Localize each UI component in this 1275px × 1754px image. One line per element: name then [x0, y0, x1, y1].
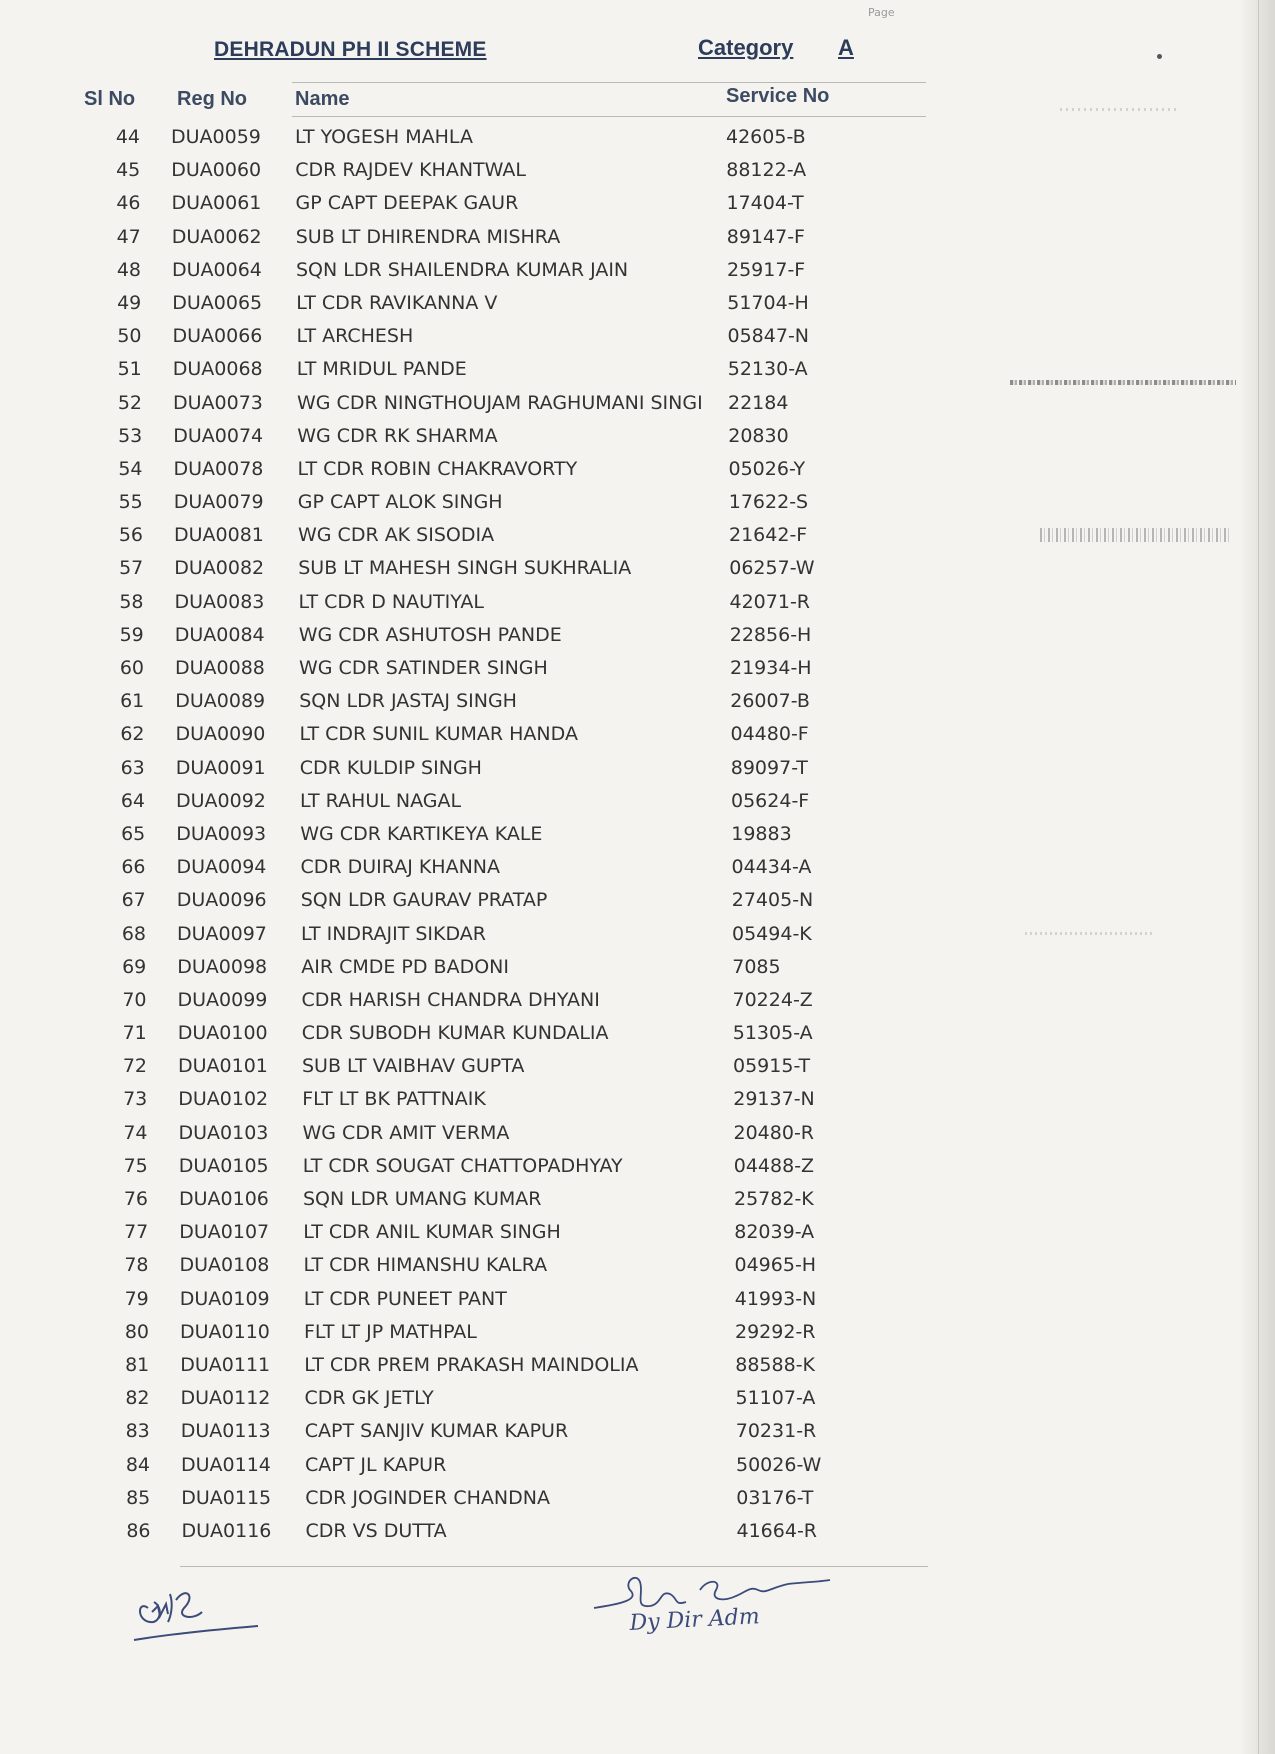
cell-name: SQN LDR UMANG KUMAR	[303, 1188, 542, 1210]
cell-name: SUB LT MAHESH SINGH SUKHRALIA	[298, 557, 632, 580]
scan-artifact	[1010, 380, 1236, 385]
cell-sl-no: 74	[123, 1121, 148, 1144]
cell-service-no: 05026-Y	[728, 457, 806, 480]
cell-sl-no: 44	[115, 126, 140, 148]
cell-reg-no: DUA0073	[173, 391, 263, 414]
table-row	[0, 358, 960, 391]
cell-reg-no: DUA0102	[178, 1088, 269, 1111]
cell-sl-no: 60	[119, 657, 144, 679]
cell-service-no: 82039-A	[734, 1221, 815, 1244]
cell-service-no: 29292-R	[735, 1320, 816, 1343]
cell-service-no: 04480-F	[730, 723, 809, 746]
cell-name: LT ARCHESH	[296, 325, 414, 348]
cell-name: SQN LDR SHAILENDRA KUMAR JAIN	[296, 258, 629, 281]
cell-name: LT CDR SOUGAT CHATTOPADHYAY	[302, 1154, 623, 1177]
cell-reg-no: DUA0108	[179, 1254, 270, 1277]
table-row	[0, 524, 960, 557]
cell-reg-no: DUA0062	[171, 225, 262, 248]
cell-sl-no: 81	[125, 1353, 150, 1376]
cell-name: SUB LT VAIBHAV GUPTA	[302, 1055, 525, 1078]
cell-reg-no: DUA0113	[180, 1420, 271, 1443]
cell-name: CDR SUBODH KUMAR KUNDALIA	[301, 1022, 609, 1045]
cell-name: LT INDRAJIT SIKDAR	[301, 922, 486, 945]
cell-sl-no: 55	[118, 491, 143, 514]
table-row	[0, 1055, 960, 1088]
header-top-rule	[292, 82, 926, 83]
cell-service-no: 26007-B	[730, 690, 810, 713]
cell-service-no: 05624-F	[731, 789, 810, 812]
header-bottom-rule	[292, 116, 926, 117]
cell-service-no: 20830	[728, 424, 789, 447]
officer-signature	[590, 1560, 850, 1640]
cell-reg-no: DUA0091	[175, 756, 266, 779]
cell-service-no: 17404-T	[726, 192, 804, 215]
cell-reg-no: DUA0083	[174, 590, 265, 613]
cell-service-no: 05847-N	[727, 325, 810, 348]
table-row	[0, 192, 960, 225]
scan-artifact	[1040, 528, 1230, 542]
cell-name: LT CDR D NAUTIYAL	[298, 590, 484, 613]
cell-service-no: 25917-F	[727, 258, 806, 281]
cell-service-no: 7085	[732, 955, 781, 978]
cell-service-no: 70224-Z	[732, 988, 813, 1011]
cell-name: WG CDR AMIT VERMA	[302, 1121, 510, 1144]
cell-reg-no: DUA0097	[177, 922, 267, 945]
cell-name: LT YOGESH MAHLA	[295, 126, 473, 148]
cell-name: LT CDR PREM PRAKASH MAINDOLIA	[304, 1353, 639, 1376]
cell-sl-no: 68	[121, 922, 146, 945]
cell-reg-no: DUA0064	[172, 258, 262, 281]
table-row	[0, 491, 960, 524]
cell-name: CDR DUIRAJ KHANNA	[300, 856, 501, 879]
cell-name: CDR KULDIP SINGH	[299, 756, 482, 779]
cell-reg-no: DUA0093	[176, 822, 267, 845]
category-value: A	[838, 35, 854, 60]
cell-name: CAPT SANJIV KUMAR KAPUR	[304, 1420, 569, 1443]
cell-reg-no: DUA0088	[175, 657, 265, 679]
cell-service-no: 03176-T	[736, 1486, 814, 1509]
table-row	[0, 1454, 960, 1487]
cell-sl-no: 82	[125, 1387, 150, 1410]
personnel-table-body	[0, 126, 960, 1566]
page-number-mark: Page	[868, 6, 895, 19]
cell-service-no: 20480-R	[733, 1121, 814, 1144]
cell-name: WG CDR NINGTHOUJAM RAGHUMANI SINGI	[297, 391, 703, 414]
cell-reg-no: DUA0060	[171, 159, 262, 182]
scan-right-line	[1258, 0, 1259, 1754]
cell-sl-no: 84	[125, 1453, 150, 1476]
table-row	[0, 425, 960, 458]
cell-service-no: 89147-F	[726, 225, 805, 248]
cell-service-no: 21934-H	[730, 657, 812, 679]
cell-sl-no: 53	[118, 424, 143, 447]
table-row	[0, 591, 960, 624]
cell-service-no: 51305-A	[732, 1022, 813, 1045]
cell-service-no: 42605-B	[726, 126, 806, 148]
cell-sl-no: 69	[122, 955, 147, 978]
initials-signature	[130, 1578, 270, 1648]
cell-sl-no: 71	[122, 1022, 147, 1045]
cell-name: CDR VS DUTTA	[305, 1519, 447, 1542]
cell-name: CDR HARISH CHANDRA DHYANI	[301, 988, 600, 1011]
cell-sl-no: 83	[125, 1420, 150, 1443]
cell-service-no: 70231-R	[735, 1420, 817, 1443]
cell-name: GP CAPT DEEPAK GAUR	[295, 192, 519, 215]
cell-reg-no: DUA0111	[180, 1353, 271, 1376]
table-row	[0, 856, 960, 889]
cell-reg-no: DUA0068	[172, 358, 263, 381]
column-header-sl-no: Sl No	[84, 88, 136, 110]
cell-service-no: 27405-N	[731, 889, 814, 912]
cell-sl-no: 80	[124, 1320, 149, 1343]
table-row	[0, 1254, 960, 1287]
cell-name: AIR CMDE PD BADONI	[301, 955, 509, 978]
table-row	[0, 292, 960, 325]
column-header-service-no: Service No	[726, 85, 830, 107]
scan-artifact	[1060, 108, 1180, 111]
cell-service-no: 04434-A	[731, 856, 812, 879]
cell-reg-no: DUA0094	[176, 856, 267, 879]
table-row	[0, 1288, 960, 1321]
cell-sl-no: 59	[119, 623, 144, 646]
cell-reg-no: DUA0074	[173, 424, 264, 447]
cell-sl-no: 58	[119, 590, 144, 613]
table-row	[0, 956, 960, 989]
cell-service-no: 21642-F	[729, 524, 808, 547]
cell-sl-no: 79	[124, 1287, 149, 1310]
table-row	[0, 657, 960, 690]
table-row	[0, 1487, 960, 1520]
cell-name: SUB LT DHIRENDRA MISHRA	[295, 225, 561, 248]
table-row	[0, 1022, 960, 1055]
cell-service-no: 17622-S	[728, 491, 809, 514]
table-row	[0, 458, 960, 491]
cell-reg-no: DUA0089	[175, 690, 266, 713]
cell-name: LT MRIDUL PANDE	[296, 358, 467, 381]
cell-service-no: 51107-A	[735, 1387, 816, 1410]
cell-sl-no: 77	[124, 1221, 149, 1244]
table-row	[0, 325, 960, 358]
cell-name: LT CDR ANIL KUMAR SINGH	[303, 1221, 561, 1244]
cell-sl-no: 54	[118, 457, 143, 480]
cell-service-no: 29137-N	[733, 1088, 815, 1111]
column-header-reg-no: Reg No	[177, 88, 247, 110]
cell-name: WG CDR KARTIKEYA KALE	[300, 822, 543, 845]
cell-reg-no: DUA0115	[181, 1486, 272, 1509]
table-row	[0, 823, 960, 856]
cell-name: CDR RAJDEV KHANTWAL	[295, 159, 526, 182]
cell-sl-no: 64	[120, 789, 145, 812]
table-row	[0, 1188, 960, 1221]
cell-name: WG CDR AK SISODIA	[298, 524, 495, 547]
cell-name: LT CDR RAVIKANNA V	[296, 291, 498, 314]
cell-sl-no: 63	[120, 756, 145, 779]
cell-reg-no: DUA0099	[177, 988, 268, 1011]
cell-name: LT CDR PUNEET PANT	[303, 1287, 507, 1310]
scan-artifact	[1025, 932, 1155, 935]
cell-service-no: 05915-T	[733, 1055, 811, 1078]
table-row	[0, 624, 960, 657]
cell-reg-no: DUA0061	[171, 192, 262, 215]
table-row	[0, 1321, 960, 1354]
cell-service-no: 06257-W	[729, 557, 815, 580]
cell-service-no: 22184	[728, 391, 789, 414]
cell-sl-no: 86	[126, 1519, 151, 1542]
cell-reg-no: DUA0109	[179, 1287, 270, 1310]
cell-reg-no: DUA0110	[180, 1320, 270, 1343]
table-row	[0, 1155, 960, 1188]
table-row	[0, 690, 960, 723]
cell-service-no: 51704-H	[727, 291, 809, 314]
cell-reg-no: DUA0081	[174, 524, 264, 547]
table-row	[0, 1420, 960, 1453]
cell-name: WG CDR SATINDER SINGH	[299, 657, 548, 679]
cell-service-no: 05494-K	[732, 922, 812, 945]
cell-name: CDR GK JETLY	[304, 1387, 434, 1410]
cell-reg-no: DUA0100	[177, 1022, 268, 1045]
cell-name: FLT LT JP MATHPAL	[304, 1320, 477, 1343]
table-row	[0, 923, 960, 956]
cell-reg-no: DUA0082	[174, 557, 265, 580]
cell-sl-no: 62	[120, 723, 145, 746]
cell-reg-no: DUA0084	[174, 623, 265, 646]
cell-name: GP CAPT ALOK SINGH	[297, 491, 503, 514]
cell-reg-no: DUA0106	[179, 1188, 269, 1210]
cell-sl-no: 65	[121, 822, 146, 845]
cell-name: SQN LDR GAURAV PRATAP	[300, 889, 548, 912]
cell-service-no: 04965-H	[734, 1254, 817, 1277]
cell-service-no: 41664-R	[736, 1519, 817, 1542]
cell-name: LT CDR HIMANSHU KALRA	[303, 1254, 548, 1277]
cell-reg-no: DUA0105	[178, 1154, 269, 1177]
cell-reg-no: DUA0096	[176, 889, 267, 912]
cell-reg-no: DUA0092	[176, 789, 266, 812]
table-row	[0, 557, 960, 590]
cell-sl-no: 46	[116, 192, 141, 215]
category-label: Category	[698, 35, 794, 60]
cell-service-no: 25782-K	[734, 1188, 814, 1210]
cell-reg-no: DUA0098	[177, 955, 268, 978]
table-row	[0, 1520, 960, 1553]
cell-sl-no: 47	[116, 225, 141, 248]
cell-service-no: 19883	[731, 822, 792, 845]
table-row	[0, 1221, 960, 1254]
table-row	[0, 126, 960, 159]
cell-service-no: 52130-A	[727, 358, 808, 381]
cell-sl-no: 75	[123, 1154, 148, 1177]
table-row	[0, 757, 960, 790]
cell-service-no: 41993-N	[734, 1287, 817, 1310]
cell-reg-no: DUA0103	[178, 1121, 269, 1144]
cell-service-no: 04488-Z	[733, 1154, 815, 1177]
cell-sl-no: 56	[118, 524, 143, 547]
cell-reg-no: DUA0078	[173, 457, 264, 480]
scan-artifact	[1157, 54, 1162, 59]
cell-service-no: 89097-T	[730, 756, 808, 779]
table-row	[0, 159, 960, 192]
cell-reg-no: DUA0065	[172, 291, 263, 314]
table-row	[0, 1122, 960, 1155]
cell-sl-no: 51	[117, 358, 142, 381]
cell-sl-no: 72	[122, 1055, 147, 1078]
cell-name: WG CDR RK SHARMA	[297, 424, 498, 447]
cell-reg-no: DUA0066	[172, 325, 263, 348]
cell-name: CAPT JL KAPUR	[305, 1453, 447, 1476]
document-title: DEHRADUN PH II SCHEME	[214, 38, 487, 61]
cell-sl-no: 52	[117, 391, 142, 414]
table-row	[0, 1354, 960, 1387]
cell-name: LT RAHUL NAGAL	[300, 789, 462, 812]
cell-reg-no: DUA0107	[179, 1221, 270, 1244]
cell-reg-no: DUA0101	[178, 1055, 268, 1078]
cell-sl-no: 73	[123, 1088, 148, 1111]
table-row	[0, 226, 960, 259]
cell-sl-no: 61	[120, 690, 145, 713]
cell-sl-no: 70	[122, 988, 147, 1011]
cell-reg-no: DUA0090	[175, 723, 266, 746]
column-header-name: Name	[295, 88, 350, 110]
table-row	[0, 1387, 960, 1420]
table-row	[0, 989, 960, 1022]
cell-service-no: 22856-H	[729, 623, 812, 646]
cell-sl-no: 57	[119, 557, 144, 580]
cell-service-no: 50026-W	[736, 1453, 822, 1476]
table-row	[0, 259, 960, 292]
cell-reg-no: DUA0116	[181, 1519, 272, 1542]
cell-sl-no: 49	[117, 291, 142, 314]
cell-sl-no: 78	[124, 1254, 149, 1277]
cell-reg-no: DUA0079	[173, 491, 264, 514]
cell-sl-no: 66	[121, 856, 146, 879]
table-row	[0, 1088, 960, 1121]
cell-sl-no: 50	[117, 325, 142, 348]
cell-sl-no: 45	[116, 159, 141, 182]
cell-name: LT CDR SUNIL KUMAR HANDA	[299, 723, 578, 746]
cell-sl-no: 85	[126, 1486, 151, 1509]
cell-sl-no: 67	[121, 889, 146, 912]
cell-service-no: 88588-K	[735, 1353, 816, 1376]
cell-name: LT CDR ROBIN CHAKRAVORTY	[297, 457, 578, 480]
cell-sl-no: 76	[123, 1188, 148, 1210]
cell-name: WG CDR ASHUTOSH PANDE	[298, 623, 562, 646]
table-row	[0, 889, 960, 922]
cell-service-no: 88122-A	[726, 159, 807, 182]
handwritten-designation: Dy Dir Adm	[629, 1604, 761, 1636]
cell-name: CDR JOGINDER CHANDNA	[305, 1486, 550, 1509]
cell-name: FLT LT BK PATTNAIK	[302, 1088, 486, 1111]
table-row	[0, 723, 960, 756]
cell-reg-no: DUA0114	[181, 1453, 271, 1476]
cell-service-no: 42071-R	[729, 590, 810, 613]
cell-name: SQN LDR JASTAJ SINGH	[299, 690, 517, 713]
cell-sl-no: 48	[116, 258, 141, 281]
table-row	[0, 392, 960, 425]
cell-reg-no: DUA0112	[180, 1387, 271, 1410]
cell-reg-no: DUA0059	[171, 126, 261, 148]
table-row	[0, 790, 960, 823]
